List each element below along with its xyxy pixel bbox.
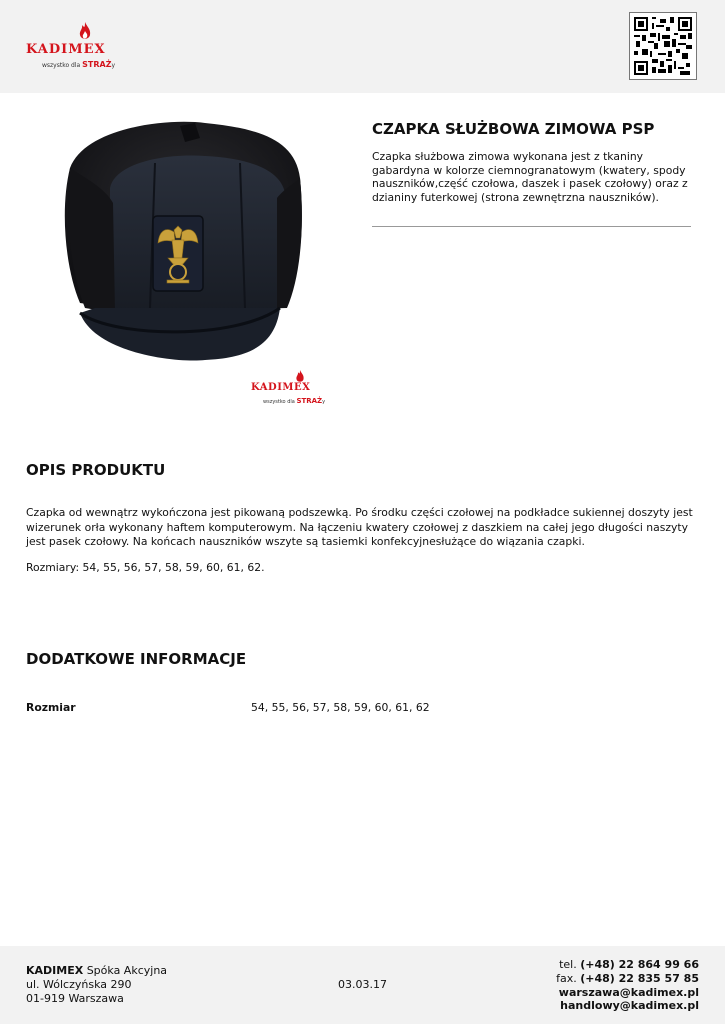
qr-code-icon — [634, 17, 692, 75]
spec-label-size: Rozmiar — [26, 701, 76, 714]
description-section-title: OPIS PRODUKTU — [26, 461, 166, 479]
product-description: Czapka służbowa zimowa wykonana jest z tkaniny gabardyna w kolorze ciemnogranatowym (kwatery, spody nauszników,część czołowa, daszek i pasek czołowy) oraz z dzianiny futerkowej (strona zewnętrzna nauszników). — [372, 150, 688, 204]
company-name-rest: Spóka Akcyjna — [83, 964, 168, 977]
sizes-text: Rozmiary: 54, 55, 56, 57, 58, 59, 60, 61, 62. — [26, 561, 265, 574]
print-date: 03.03.17 — [338, 978, 387, 991]
email-warszawa[interactable] — [556, 986, 699, 1000]
tel-number: (+48) 22 864 99 66 — [580, 958, 699, 971]
watermark-brand: KADIMEX — [251, 382, 311, 393]
product-photo — [55, 108, 350, 408]
street: ul. Wólczyńska 290 — [26, 977, 132, 991]
divider — [372, 226, 691, 227]
email-warszawa-text: warszawa@kadimex.pl — [558, 985, 699, 999]
kadimex-logo[interactable] — [24, 22, 149, 72]
company-name-strong: KADIMEX — [26, 964, 84, 977]
fax-label: fax. — [556, 971, 581, 985]
city: 01-919 Warszawa — [26, 991, 124, 1005]
tagline-strong: STRAŻ — [82, 60, 112, 69]
fax-number: (+48) 22 835 57 85 — [580, 971, 699, 985]
tagline-prefix: wszystko dla — [42, 62, 81, 69]
product-title: CZAPKA SŁUŻBOWA ZIMOWA PSP — [372, 120, 655, 138]
company-name — [26, 964, 167, 978]
qr-code[interactable] — [629, 12, 697, 80]
winter-cap-image — [55, 108, 350, 408]
email-handlowy[interactable] — [556, 999, 699, 1013]
watermark-suffix: y — [322, 399, 326, 405]
description-paragraph: Czapka od wewnątrz wykończona jest pikowaną podszewką. Po środku części czołowej na podkładce sukiennej doszyty jest wizerunek orła wykonany haftem komputerowym. Na łączeniu kwatery czołowej z daszkiem na całej jego długości naszyty jest pasek czołowy. Na końcach nauszników wszyte są tasiemki konfekcyjnesłużące do wiązania czapki. — [26, 506, 693, 548]
contact-info — [556, 958, 699, 1013]
email-handlowy-text: handlowy@kadimex.pl — [560, 999, 699, 1013]
page-footer — [0, 946, 725, 1024]
watermark-tagline — [263, 397, 325, 405]
logo-tagline — [42, 60, 115, 69]
watermark-prefix: wszystko dla — [263, 399, 295, 405]
photo-watermark — [251, 370, 351, 410]
logo-brand: KADIMEX — [26, 42, 106, 57]
additional-section-title: DODATKOWE INFORMACJE — [26, 650, 247, 668]
spec-value-size: 54, 55, 56, 57, 58, 59, 60, 61, 62 — [251, 701, 430, 714]
phone-line[interactable] — [556, 958, 699, 972]
page-header — [0, 0, 725, 93]
tel-label: tel. — [559, 958, 581, 971]
watermark-strong: STRAŻ — [296, 397, 323, 405]
company-address — [26, 964, 167, 1005]
fax-line — [556, 972, 699, 986]
tagline-suffix: y — [111, 62, 116, 69]
flame-icon — [78, 22, 92, 42]
